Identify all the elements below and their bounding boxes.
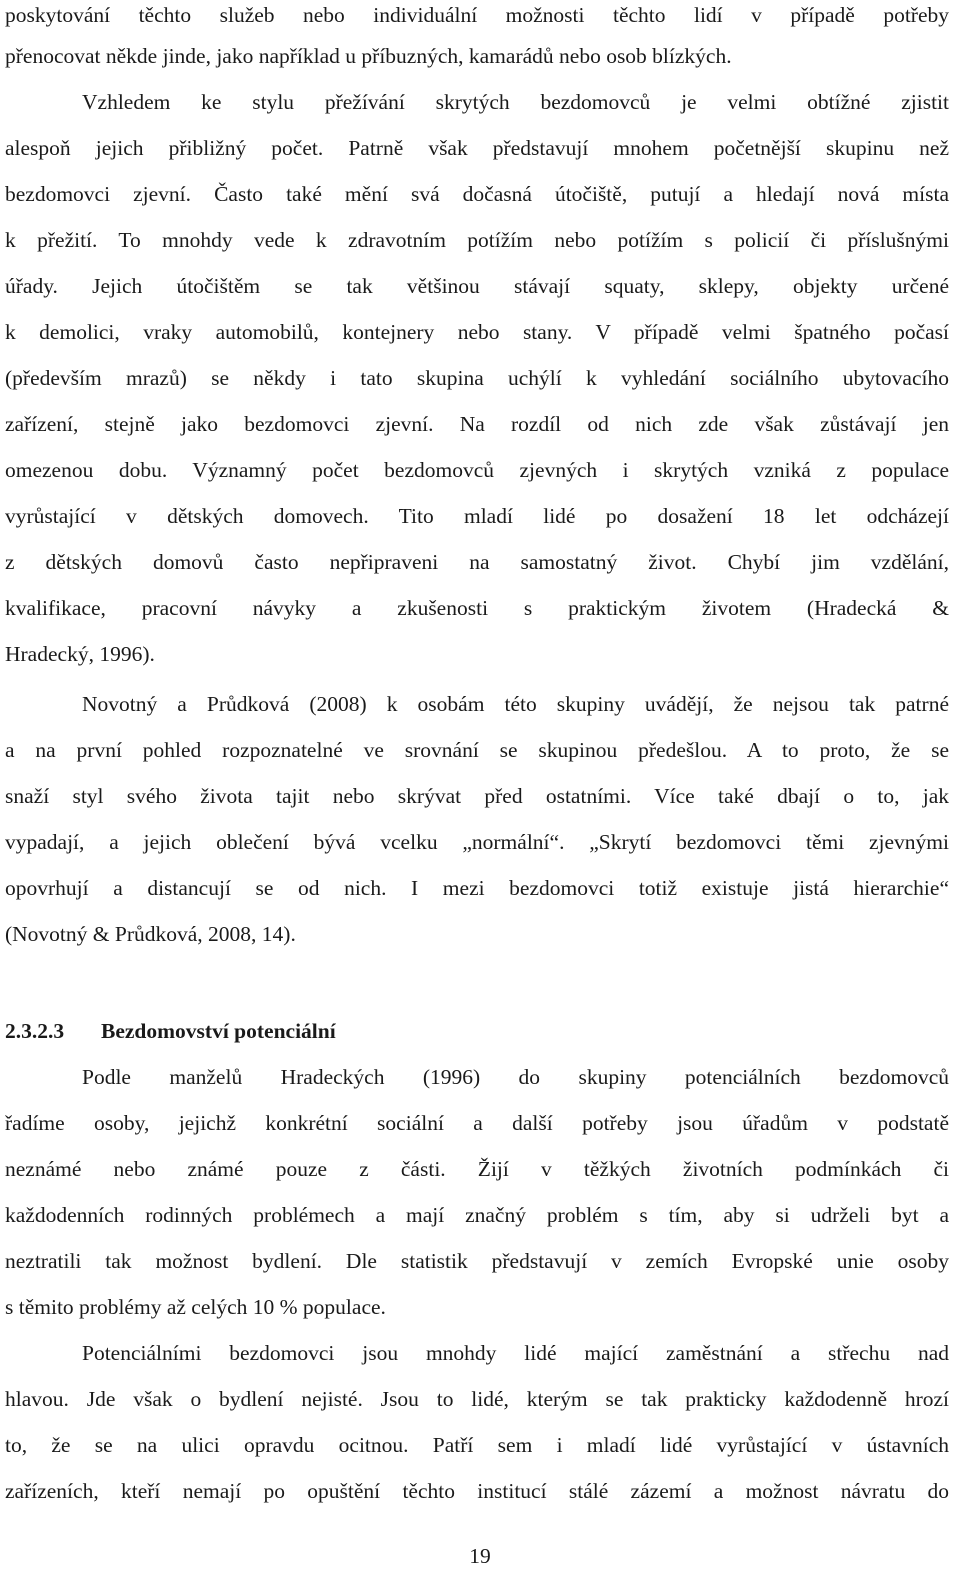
text-line: kvalifikace, pracovní návyky a zkušenosti s praktickým životem (Hradecká & [5, 596, 949, 620]
text-line: vypadají, a jejich oblečení bývá vcelku „normální“. „Skrytí bezdomovci těmi zjevnými [5, 830, 949, 854]
text-line: vyrůstající v dětských domovech. Tito mladí lidé po dosažení 18 let odcházejí [5, 504, 949, 528]
text-line: a na první pohled rozpoznatelné ve srovnání se skupinou předešlou. A to proto, že se [5, 738, 949, 762]
text-line: Vzhledem ke stylu přežívání skrytých bezdomovců je velmi obtížné zjistit [82, 90, 949, 114]
text-line: omezenou dobu. Významný počet bezdomovců zjevných i skrytých vzniká z populace [5, 458, 949, 482]
text-line: Podle manželů Hradeckých (1996) do skupiny potenciálních bezdomovců [82, 1065, 949, 1089]
text-line: řadíme osoby, jejichž konkrétní sociální a další potřeby jsou úřadům v podstatě [5, 1111, 949, 1135]
text-line: hlavou. Jde však o bydlení nejisté. Jsou to lidé, kterým se tak prakticky každodenně hrozí [5, 1387, 949, 1411]
text-line: zařízeních, kteří nemají po opuštění těchto institucí stálé zázemí a možnost návratu do [5, 1479, 949, 1503]
text-line: neznámé nebo známé pouze z části. Žijí v těžkých životních podmínkách či [5, 1157, 949, 1181]
text-line: Hradecký, 1996). [5, 642, 155, 666]
text-line: bezdomovci zjevní. Často také mění svá dočasná útočiště, putují a hledají nová místa [5, 182, 949, 206]
text-line: úřady. Jejich útočištěm se tak většinou stávají squaty, sklepy, objekty určené [5, 274, 949, 298]
text-line: z dětských domovů často nepřipraveni na samostatný život. Chybí jim vzdělání, [5, 550, 949, 574]
page-number: 19 [469, 1544, 491, 1568]
section-heading [5, 1016, 336, 1046]
text-line: (Novotný & Průdková, 2008, 14). [5, 922, 296, 946]
text-line: každodenních rodinných problémech a mají značný problém s tím, aby si udrželi byt a [5, 1203, 949, 1227]
text-line: opovrhují a distancují se od nich. I mezi bezdomovci totiž existuje jistá hierarchie“ [5, 876, 949, 900]
text-line: s těmito problémy až celých 10 % populace. [5, 1295, 386, 1319]
text-line: zařízení, stejně jako bezdomovci zjevní. Na rozdíl od nich zde však zůstávají jen [5, 412, 949, 436]
text-line: neztratili tak možnost bydlení. Dle statistik představují v zemích Evropské unie osoby [5, 1249, 949, 1273]
text-line: snaží styl svého života tajit nebo skrývat před ostatními. Více také dbají o to, jak [5, 784, 949, 808]
text-line: (především mrazů) se někdy i tato skupina uchýlí k vyhledání sociálního ubytovacího [5, 366, 949, 390]
text-line: přenocovat někde jinde, jako například u příbuzných, kamarádů nebo osob blízkých. [5, 44, 732, 68]
text-line: Potenciálními bezdomovci jsou mnohdy lidé mající zaměstnání a střechu nad [82, 1341, 949, 1365]
text-line: poskytování těchto služeb nebo individuální možnosti těchto lidí v případě potřeby [5, 3, 949, 27]
section-number: 2.3.2.3 [5, 1019, 65, 1043]
text-line: to, že se na ulici opravdu ocitnou. Patří sem i mladí lidé vyrůstající v ústavních [5, 1433, 949, 1457]
text-line: k přežití. To mnohdy vede k zdravotním potížím nebo potížím s policií či příslušnými [5, 228, 949, 252]
text-line: Novotný a Průdková (2008) k osobám této skupiny uvádějí, že nejsou tak patrné [82, 692, 949, 716]
section-title: Bezdomovství potenciální [101, 1019, 336, 1043]
text-line: k demolici, vraky automobilů, kontejnery nebo stany. V případě velmi špatného počasí [5, 320, 949, 344]
text-line: alespoň jejich přibližný počet. Patrně však představují mnohem početnější skupinu než [5, 136, 949, 160]
